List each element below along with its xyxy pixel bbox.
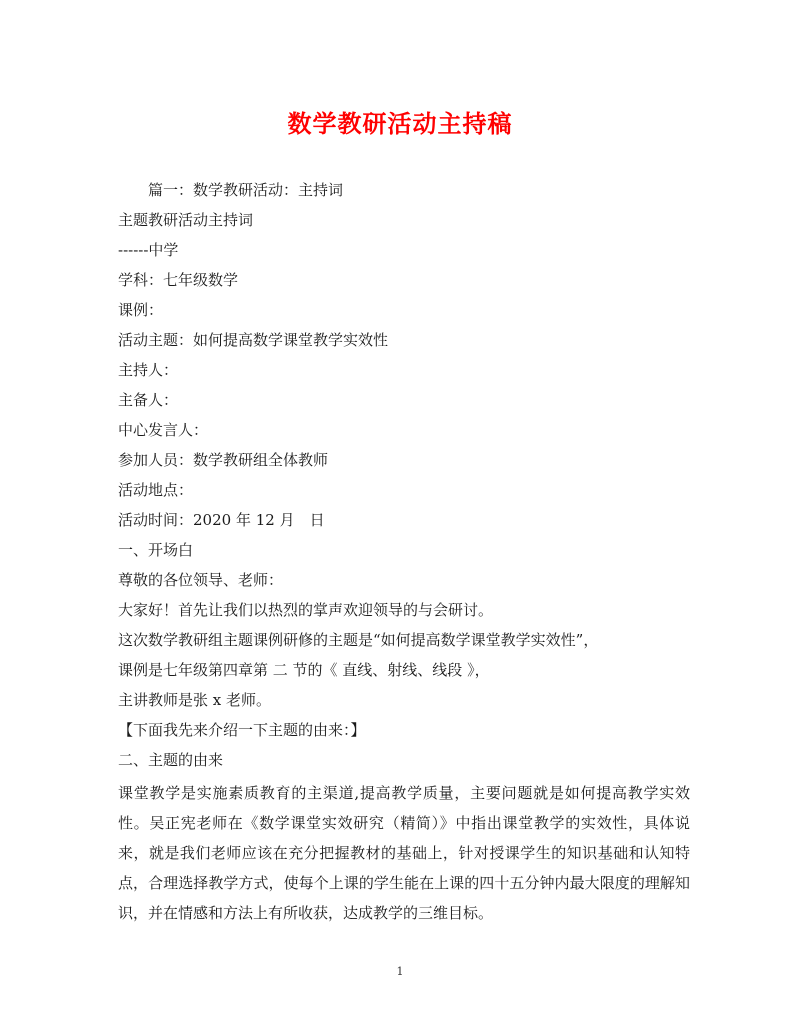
text-line: 活动主题：如何提高数学课堂教学实效性: [118, 331, 389, 349]
text-line: 参加人员：数学教研组全体教师: [118, 451, 329, 469]
text-line: 【下面我先来介绍一下主题的由来：】: [118, 721, 366, 739]
text-line: 大家好！首先让我们以热烈的掌声欢迎领导的与会研讨。: [118, 601, 494, 619]
text-line: 主持人：: [118, 361, 179, 379]
body-paragraph: 课堂教学是实施素质教育的主渠道,提高教学质量，主要问题就是如何提高教学实效性。吴正宪老师在《数学课堂实效研究（精简）》中指出课堂教学的实效性，具体说来，就是我们老师应该在充分把握教材的基础上，针对授课学生的知识基础和认知特点，合理选择教学方式，使每个上课的学生能在上课的四十五分钟内最大限度的理解知识，并在情感和方法上有所收获，达成教学的三维目标。: [118, 784, 690, 922]
text-line: 篇一：数学教研活动：主持词: [148, 181, 344, 199]
text-line: 中心发言人：: [118, 421, 209, 439]
text-line: 课例是七年级第四章第 二 节的《 直线、射线、线段 》，: [118, 661, 490, 679]
text-line: 主题教研活动主持词: [118, 211, 254, 229]
text-line: 活动时间：2020 年 12 月 日: [118, 511, 325, 529]
text-line: 学科：七年级数学: [118, 271, 239, 289]
text-line: 活动地点：: [118, 481, 194, 499]
text-line: ------中学: [118, 241, 179, 259]
text-line: 尊敬的各位领导、老师：: [118, 571, 284, 589]
page-number: 1: [396, 965, 404, 978]
section-heading: 二、主题的由来: [118, 751, 224, 769]
document-body: [118, 175, 690, 928]
text-line: 课例：: [118, 301, 164, 319]
text-line: 主讲教师是张 x 老师。: [118, 691, 271, 709]
text-line: 这次数学教研组主题课例研修的主题是“如何提高数学课堂教学实效性”，: [118, 631, 599, 649]
text-line: 主备人：: [118, 391, 179, 409]
document-title: 数学教研活动主持稿: [287, 109, 513, 138]
section-heading: 一、开场白: [118, 541, 194, 559]
